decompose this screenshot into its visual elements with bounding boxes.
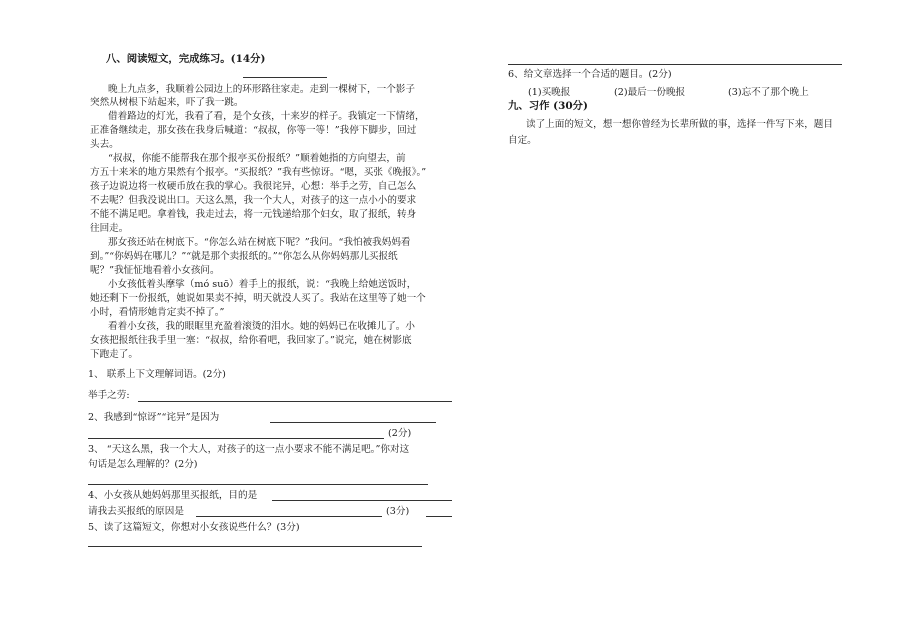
paragraph-line: “叔叔，你能不能帮我在那个报亭买份报纸？”顺着她指的方向望去，前 (108, 153, 406, 164)
q6-option-1[interactable]: (1)买晚报 (528, 87, 571, 98)
paragraph-line: 不去呢？但我没说出口。天这么黑，我一个大人，对孩子的这一点小小的要求 (90, 195, 417, 206)
section-9-title: 九、习作 (30分) (508, 100, 588, 112)
paragraph-line: 下跑走了。 (90, 349, 138, 360)
paragraph-line: 到。”“你妈妈在哪儿？”“就是那个卖报纸的。”“你怎么从你妈妈那儿买报纸 (90, 251, 398, 262)
question-4-line-1: 4、小女孩从她妈妈那里买报纸，目的是 (88, 490, 258, 501)
answer-line-q4b[interactable] (196, 516, 382, 517)
paragraph-line: 头去。 (90, 139, 119, 150)
paragraph-line: 看着小女孩，我的眼眶里充盈着滚烫的泪水。她的妈妈已在收摊儿了。小 (108, 321, 415, 332)
paragraph-line: 借着路边的灯光，我看了看，是个女孩，十来岁的样子。我镇定一下情绪， (108, 111, 425, 122)
title-blank-line (243, 77, 327, 78)
paragraph-line: 正准备继续走，那女孩在我身后喊道：“叔叔，你等一等！”我停下脚步，回过 (90, 125, 417, 136)
answer-line-q3[interactable] (88, 484, 428, 485)
paragraph-line: 突然从树根下站起来，吓了我一跳。 (90, 97, 244, 108)
paragraph-line: 那女孩还站在树底下。“你怎么站在树底下呢？”我问。“我怕被我妈妈看 (108, 237, 411, 248)
essay-prompt-line: 读了上面的短文，想一想你曾经为长辈所做的事，选择一件写下来，题目 (526, 119, 833, 130)
question-3-line-1: 3、 “天这么黑，我一个大人，对孩子的这一点小要求不能不满足吧。”你对这 (88, 444, 410, 455)
answer-line-q4a[interactable] (272, 500, 452, 501)
question-2: 2、我感到“惊讶”“诧异”是因为 (88, 412, 220, 423)
paragraph-line: 往回走。 (90, 223, 129, 234)
question-5: 5、读了这篇短文，你想对小女孩说些什么？(3分) (88, 522, 300, 533)
question-6: 6、给文章选择一个合适的题目。(2分) (508, 69, 672, 80)
section-8-title: 八、阅读短文，完成练习。(14分) (106, 53, 266, 65)
essay-prompt-line: 自定。 (508, 135, 537, 146)
paragraph-line: 不能不满足吧。拿着钱，我走过去，将一元钱递给那个妇女，取了报纸，转身 (90, 209, 417, 220)
question-1-term: 举手之劳: (88, 390, 130, 401)
question-3-line-2: 句话是怎么理解的？(2分) (88, 459, 198, 470)
answer-line-q5[interactable] (88, 546, 422, 547)
paragraph-line: 小女孩低着头摩挲（mó suō）着手上的报纸，说：“我晚上给她送饭时， (108, 279, 417, 290)
answer-line-q2a[interactable] (270, 422, 436, 423)
question-4-score: (3分) (386, 506, 410, 517)
q6-option-2[interactable]: (2)最后一份晚报 (614, 87, 686, 98)
answer-line-q5-continued[interactable] (508, 64, 842, 65)
paragraph-line: 方五十来米的地方果然有个报亭。“买报纸？”我有些惊讶。“嗯，买张《晚报》。” (90, 167, 427, 178)
answer-line-q2b[interactable] (88, 438, 384, 439)
paragraph-line: 女孩把报纸往我手里一塞：“叔叔，给你看吧，我回家了。”说完，她在树影底 (90, 335, 412, 346)
paragraph-line: 孩子边说边将一枚硬币放在我的掌心。我很诧异，心想：举手之劳，自己怎么 (90, 181, 417, 192)
question-4-line-2: 请我去买报纸的原因是 (88, 506, 184, 517)
paragraph-line: 晚上九点多，我顺着公园边上的环形路往家走。走到一棵树下，一个影子 (108, 84, 415, 95)
answer-line-q1[interactable] (138, 401, 452, 402)
paragraph-line: 呢？”我怔怔地看着小女孩问。 (90, 265, 220, 276)
answer-line-q4c[interactable] (426, 516, 452, 517)
q6-option-3[interactable]: (3)忘不了那个晚上 (728, 87, 809, 98)
question-2-score: (2分) (388, 428, 412, 439)
question-1: 1、 联系上下文理解词语。(2分) (88, 369, 226, 380)
paragraph-line: 她还剩下一份报纸，她说如果卖不掉，明天就没人买了。我站在这里等了她一个 (90, 293, 426, 304)
paragraph-line: 小时，看情形她肯定卖不掉了。” (90, 307, 225, 318)
